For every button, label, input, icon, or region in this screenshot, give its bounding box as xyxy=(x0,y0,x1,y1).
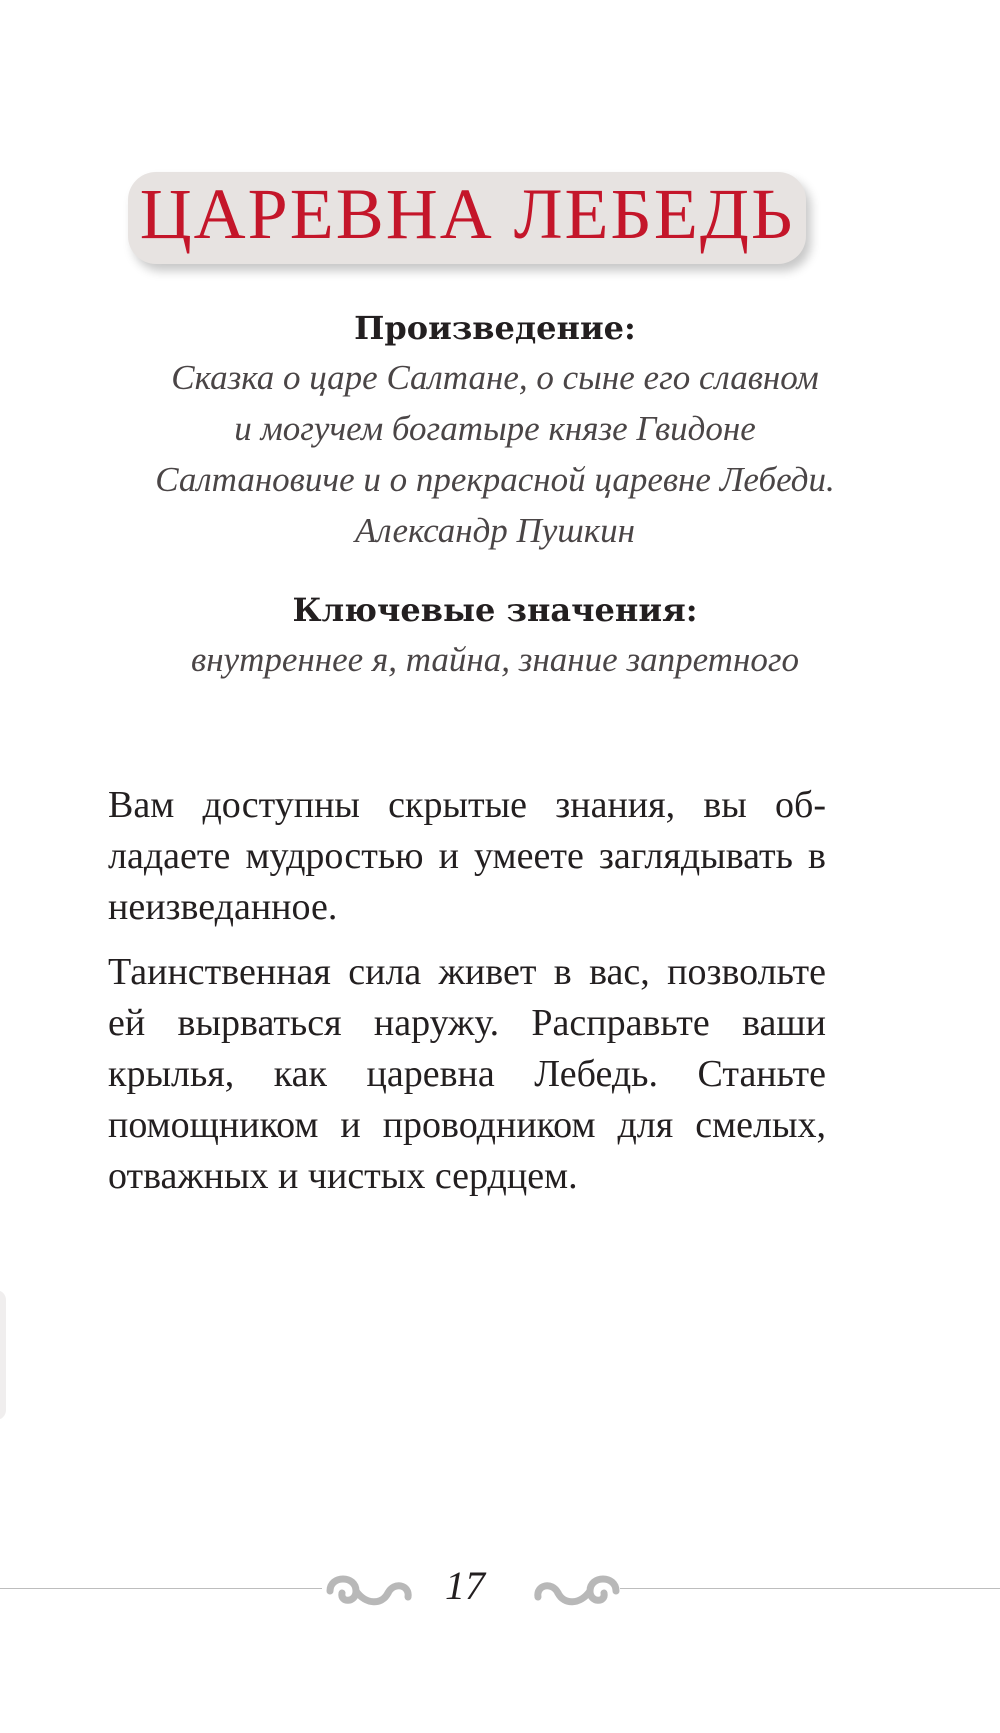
meanings-section xyxy=(100,590,890,685)
meanings-text: внутреннее я, тайна, знание запретного xyxy=(191,640,799,679)
scroll-flourish-icon xyxy=(530,1565,624,1611)
page-edge-mark xyxy=(0,1290,6,1420)
work-line: Салтановиче и о прекрасной царевне Лебеди. xyxy=(155,460,835,499)
work-heading: Произведение: xyxy=(354,309,636,347)
work-line: и могучем богатыре князе Гвидоне xyxy=(234,409,756,448)
footer-rule-right xyxy=(620,1588,1000,1589)
scroll-flourish-icon xyxy=(322,1565,416,1611)
meanings-heading: Ключевые значения: xyxy=(292,591,698,629)
work-section xyxy=(100,308,890,556)
body-paragraph: Вам доступны скрытые знания, вы обладаете мудростью и умеете заглядывать в неизведанное. xyxy=(108,784,826,928)
page-number: 17 xyxy=(445,1563,485,1608)
body-text xyxy=(108,780,826,1216)
work-author: Александр Пушкин xyxy=(355,511,635,550)
page-title: ЦАРЕВНА ЛЕБЕДЬ xyxy=(139,174,795,255)
title-plate xyxy=(128,172,806,264)
work-line: Сказка о царе Салтане, о сыне его славном xyxy=(171,358,819,397)
footer-rule-left xyxy=(0,1588,322,1589)
body-paragraph: Таинственная сила живет в вас, позвольте ей вырваться наружу. Расправьте ваши крылья, как царевна Лебедь. Станьте помощником и проводником для смелых, отважных и чистых сердцем. xyxy=(108,951,826,1197)
